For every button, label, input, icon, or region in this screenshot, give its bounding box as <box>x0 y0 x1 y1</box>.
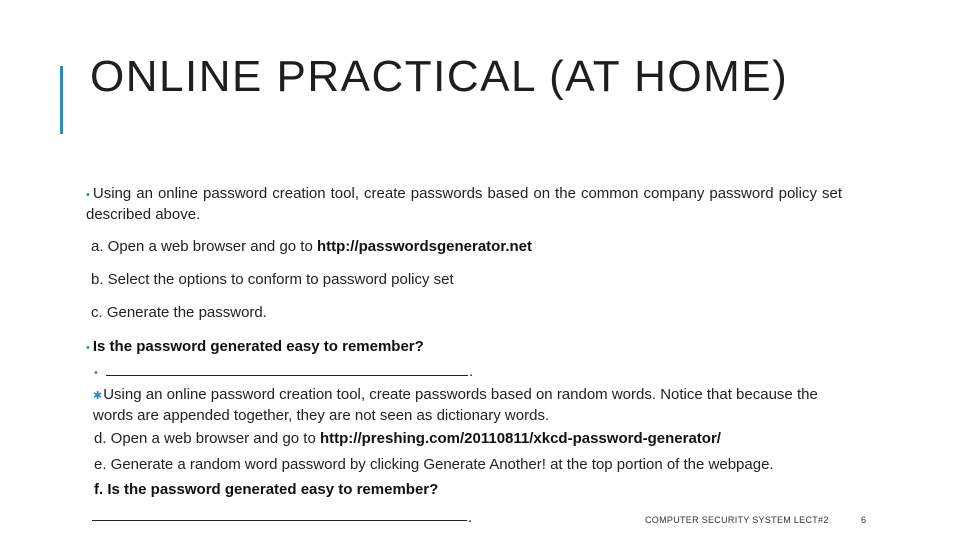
answer-1-dot: . <box>469 363 474 380</box>
answer-2-dot: . <box>468 509 473 526</box>
step-a <box>91 237 532 257</box>
footer-text: COMPUTER SECURITY SYSTEM LECT#2 <box>645 515 829 525</box>
bullet-1 <box>86 184 842 225</box>
title-accent-bar <box>60 66 63 134</box>
question-1-text: Is the password generated easy to remember? <box>92 338 424 355</box>
step-b: b. Select the options to conform to password policy set <box>91 271 454 288</box>
step-c: c. Generate the password. <box>91 304 267 321</box>
step-d-text: d. Open a web browser and go to <box>94 430 320 447</box>
bullet-1-text: Using an online password creation tool, create passwords based on the common company password policy set described above. <box>86 185 842 223</box>
answer-2-blank <box>92 520 467 521</box>
step-d <box>94 429 721 449</box>
step-a-link[interactable]: http://passwordsgenerator.net <box>316 238 533 255</box>
step-a-text: a. Open a web browser and go to <box>91 238 317 255</box>
bullet-dot-icon: • <box>86 189 90 201</box>
bullet-2-text: Using an online password creation tool, create passwords based on random words. Notice that because the words are appended together, they are not seen as dictionary words. <box>93 386 818 424</box>
question-1 <box>86 337 424 358</box>
answer-1-blank <box>106 375 468 376</box>
slide-title: ONLINE PRACTICAL (AT HOME) <box>90 52 789 101</box>
asterisk-bullet-icon: ✱ <box>93 390 103 402</box>
page-number: 6 <box>861 515 867 525</box>
bullet-2 <box>93 385 853 426</box>
bullet-dot-icon: • <box>86 342 90 354</box>
step-d-link[interactable]: http://preshing.com/20110811/xkcd-password-generator/ <box>319 430 721 447</box>
step-e: e. Generate a random word password by clicking Generate Another! at the top portion of the webpage. <box>94 456 774 473</box>
answer-1 <box>94 362 101 383</box>
sub-bullet-dot-icon: • <box>94 367 98 379</box>
step-f: f. Is the password generated easy to remember? <box>94 481 439 498</box>
